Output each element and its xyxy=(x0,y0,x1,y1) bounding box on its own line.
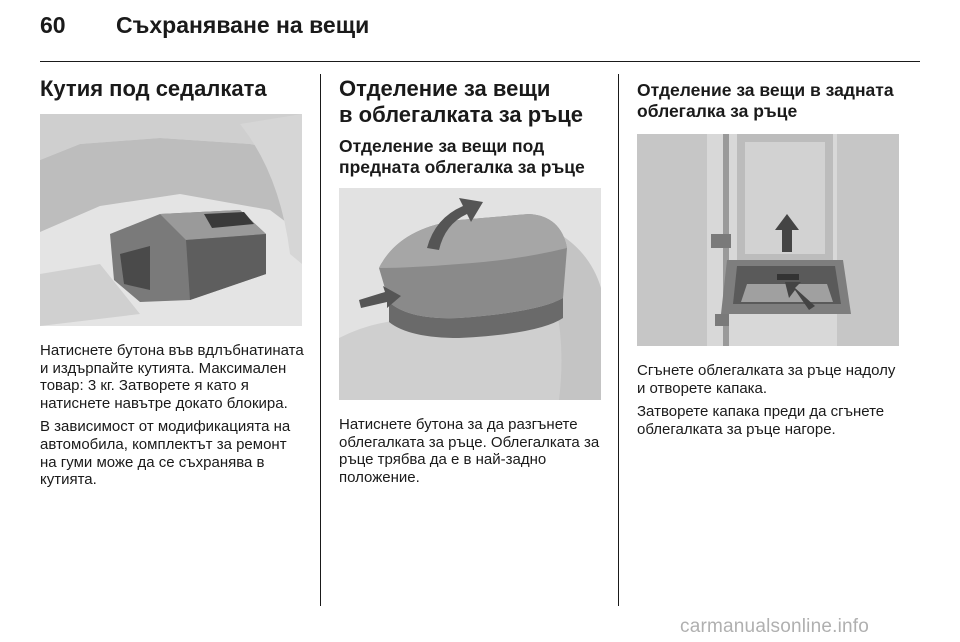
paragraph: Затворете капака преди да сгънете облегалката за ръце нагоре. xyxy=(637,403,885,438)
subheading-rear-armrest: Отделение за вещи в задната облегалка за ръце xyxy=(637,80,894,121)
column-divider-2 xyxy=(618,74,619,606)
paragraph: Натиснете бутона за да разгънете облегалката за ръце. Облегалката за ръце трябва да е в най-задно положение. xyxy=(339,416,600,486)
section-heading-seat-drawer: Кутия под седалката xyxy=(40,76,267,101)
watermark-url: carmanualsonline.info xyxy=(680,616,870,637)
section-heading-line-2: в облегалката за ръце xyxy=(339,102,584,127)
paragraph: В зависимост от модификацията на автомобила, комплектът за ремонт на гуми може да се съхранява в кутията. xyxy=(40,418,291,489)
page-title: Съхраняване на вещи xyxy=(116,12,370,38)
column-rear-armrest xyxy=(637,74,901,438)
paragraph: Натиснете бутона във вдлъбнатината и издърпайте кутията. Максимален товар: 3 кг. Затворете я като я натиснете навътре докато блокира. xyxy=(40,342,304,412)
page-number: 60 xyxy=(40,12,66,38)
header-rule xyxy=(40,61,920,62)
front-armrest-illustration xyxy=(339,188,601,400)
paragraph: Сгънете облегалката за ръце надолу и отворете капака. xyxy=(637,362,896,397)
subheading-front-armrest: Отделение за вещи под предната облегалка за ръце xyxy=(339,136,585,177)
column-divider-1 xyxy=(320,74,321,606)
column-front-armrest xyxy=(339,74,601,486)
page-header xyxy=(0,0,960,62)
rear-armrest-illustration xyxy=(637,134,899,346)
column-seat-drawer xyxy=(40,74,304,489)
seat-drawer-illustration xyxy=(40,114,302,326)
section-heading-line-1: Отделение за вещи xyxy=(339,76,551,101)
